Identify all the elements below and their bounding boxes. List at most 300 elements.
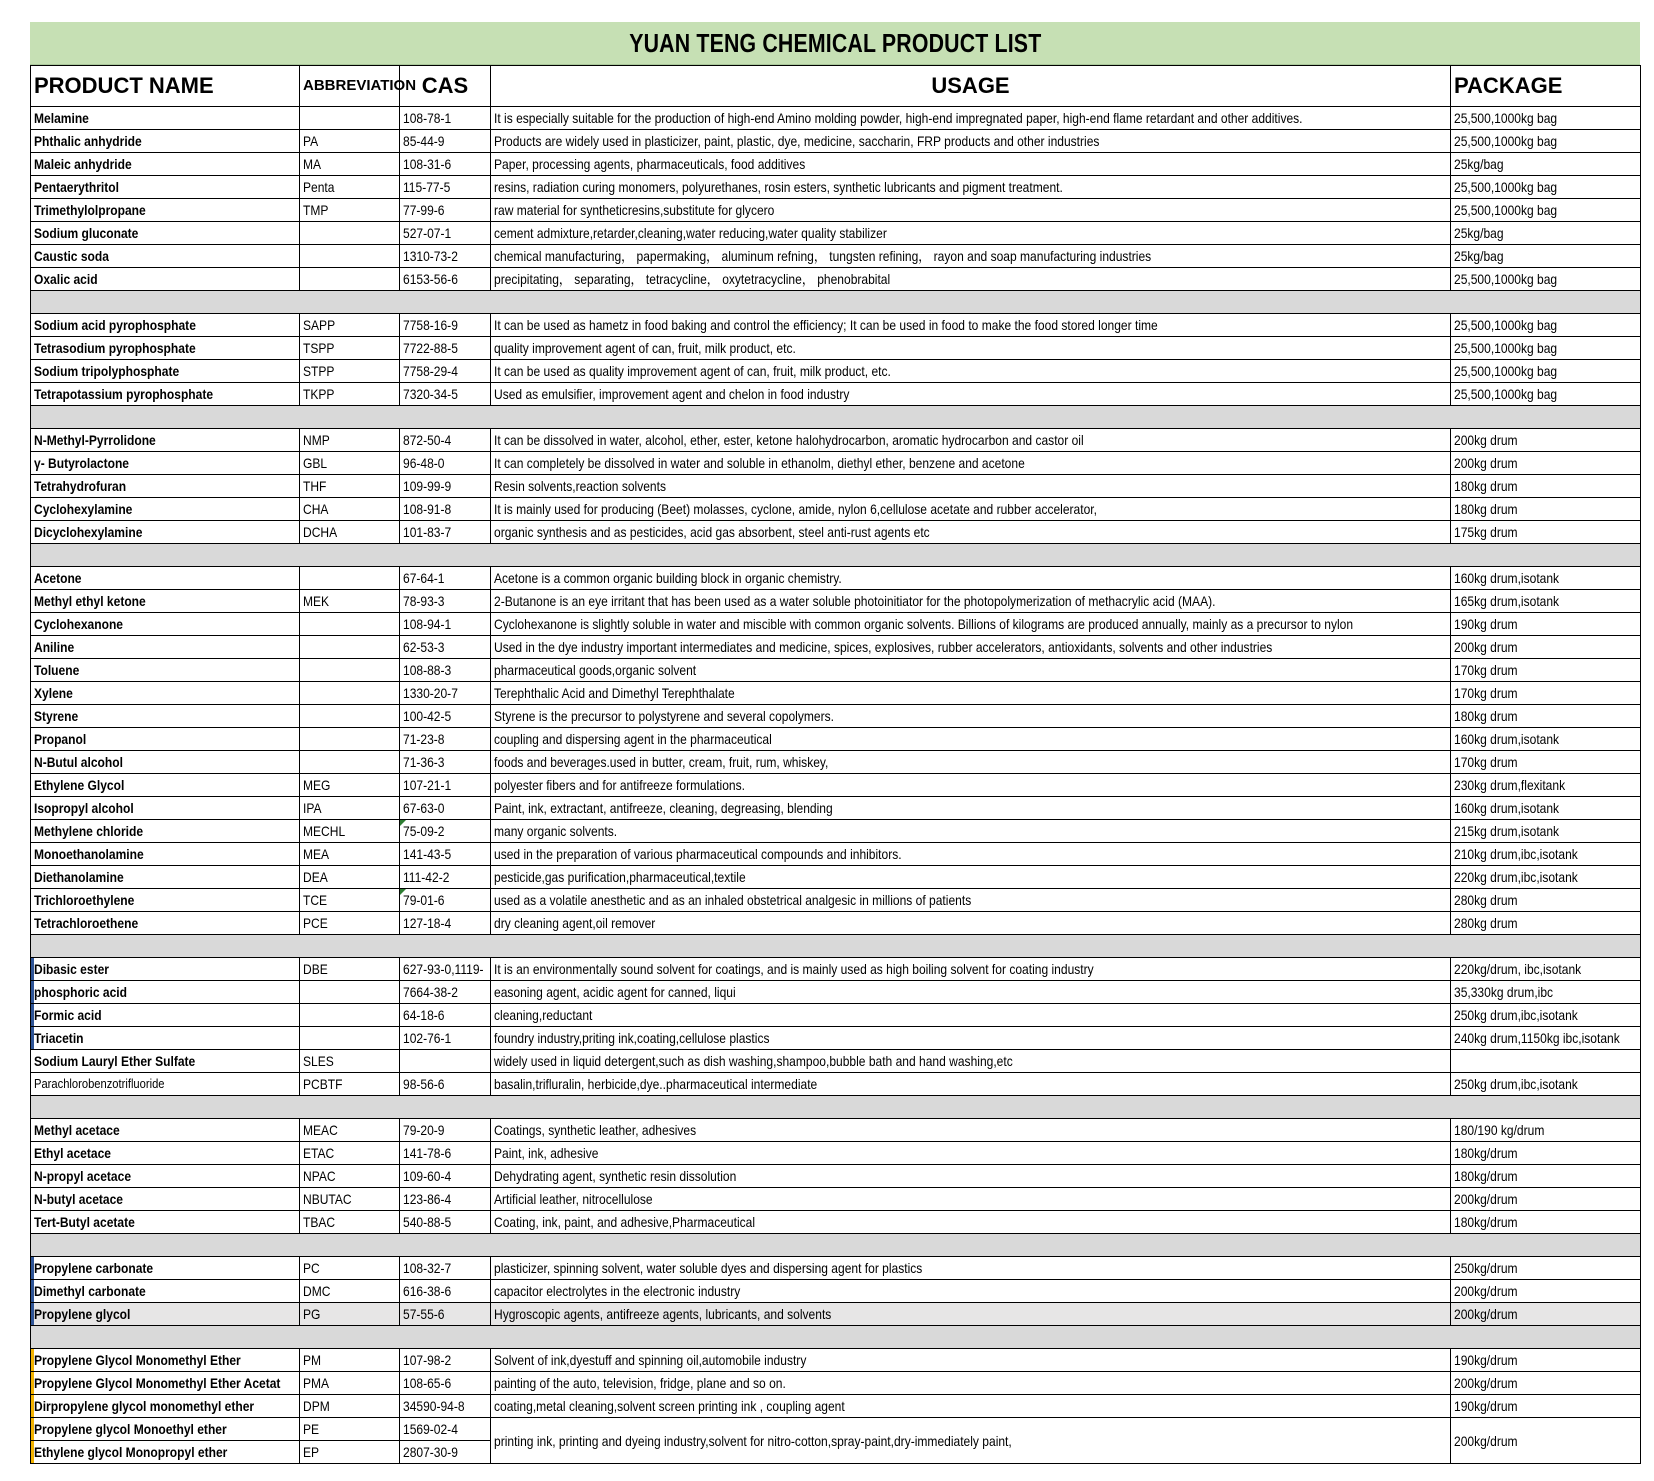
package-text: 200kg drum bbox=[1454, 639, 1518, 655]
usage-text: polyester fibers and for antifreeze formulations. bbox=[494, 777, 745, 793]
product-name-cell bbox=[31, 222, 300, 245]
cas-cell bbox=[400, 452, 491, 475]
package-cell bbox=[1451, 1073, 1641, 1096]
cas-text: 98-56-6 bbox=[403, 1076, 445, 1092]
package-text: 25kg/bag bbox=[1454, 248, 1504, 264]
usage-cell bbox=[491, 521, 1451, 544]
section-separator-row bbox=[31, 291, 1641, 314]
abbreviation-text: IPA bbox=[303, 800, 322, 816]
cas-cell bbox=[400, 153, 491, 176]
abbreviation-text: EP bbox=[303, 1444, 320, 1460]
usage-cell bbox=[491, 958, 1451, 981]
package-cell bbox=[1451, 1119, 1641, 1142]
abbreviation-cell bbox=[300, 1188, 400, 1211]
product-name-text: Propylene Glycol Monomethyl Ether Acetat bbox=[34, 1375, 281, 1391]
cas-cell bbox=[400, 682, 491, 705]
product-name-text: Trichloroethylene bbox=[34, 892, 135, 908]
cas-cell bbox=[400, 889, 491, 912]
table-row bbox=[31, 820, 1641, 843]
product-name-text: Aniline bbox=[34, 639, 75, 655]
cas-text: 1330-20-7 bbox=[403, 685, 458, 701]
cas-text: 64-18-6 bbox=[403, 1007, 445, 1023]
table-row bbox=[31, 245, 1641, 268]
abbreviation-cell bbox=[300, 1119, 400, 1142]
usage-text: pesticide,gas purification,pharmaceutical,textile bbox=[494, 869, 746, 885]
cas-text: 77-99-6 bbox=[403, 202, 445, 218]
cas-text: 7320-34-5 bbox=[403, 386, 458, 402]
package-text: 25kg/bag bbox=[1454, 156, 1504, 172]
package-cell bbox=[1451, 1004, 1641, 1027]
cas-cell bbox=[400, 728, 491, 751]
table-row bbox=[31, 383, 1641, 406]
cas-text: 102-76-1 bbox=[403, 1030, 452, 1046]
separator-cell bbox=[31, 1234, 1641, 1257]
cas-text: 107-98-2 bbox=[403, 1352, 452, 1368]
abbreviation-cell bbox=[300, 705, 400, 728]
product-name-cell bbox=[31, 107, 300, 130]
product-name-text: Sodium acid pyrophosphate bbox=[34, 317, 196, 333]
product-name-cell bbox=[31, 268, 300, 291]
table-row bbox=[31, 1165, 1641, 1188]
cas-text: 67-64-1 bbox=[403, 570, 445, 586]
cas-cell bbox=[400, 1372, 491, 1395]
product-name-cell bbox=[31, 1119, 300, 1142]
package-text: 25,500,1000kg bag bbox=[1454, 386, 1558, 402]
product-name-text: Phthalic anhydride bbox=[34, 133, 142, 149]
usage-text: Resin solvents,reaction solvents bbox=[494, 478, 666, 494]
product-name-text: Sodium Lauryl Ether Sulfate bbox=[34, 1053, 196, 1069]
usage-text: Paint, ink, adhesive bbox=[494, 1145, 599, 1161]
table-row bbox=[31, 1349, 1641, 1372]
abbreviation-text: MEA bbox=[303, 846, 330, 862]
table-row bbox=[31, 429, 1641, 452]
product-name-text: Maleic anhydride bbox=[34, 156, 132, 172]
separator-cell bbox=[31, 406, 1641, 429]
package-cell bbox=[1451, 1165, 1641, 1188]
abbreviation-text: NMP bbox=[303, 432, 330, 448]
cas-text: 109-99-9 bbox=[403, 478, 452, 494]
product-table bbox=[30, 65, 1641, 1464]
cas-cell bbox=[400, 521, 491, 544]
package-cell bbox=[1451, 958, 1641, 981]
table-row bbox=[31, 958, 1641, 981]
package-text: 210kg drum,ibc,isotank bbox=[1454, 846, 1578, 862]
usage-text: Paint, ink, extractant, antifreeze, cleaning, degreasing, blending bbox=[494, 800, 833, 816]
abbreviation-text: DMC bbox=[303, 1283, 331, 1299]
usage-cell bbox=[491, 475, 1451, 498]
table-row bbox=[31, 1027, 1641, 1050]
abbreviation-cell bbox=[300, 222, 400, 245]
cas-text: 7664-38-2 bbox=[403, 984, 458, 1000]
usage-text: dry cleaning agent,oil remover bbox=[494, 915, 656, 931]
package-cell bbox=[1451, 337, 1641, 360]
table-row bbox=[31, 1280, 1641, 1303]
separator-cell bbox=[31, 1326, 1641, 1349]
product-name-cell bbox=[31, 153, 300, 176]
product-name-cell bbox=[31, 475, 300, 498]
cas-text: 141-43-5 bbox=[403, 846, 452, 862]
product-name-text: Cyclohexanone bbox=[34, 616, 123, 632]
cas-cell bbox=[400, 1165, 491, 1188]
table-row bbox=[31, 153, 1641, 176]
package-cell bbox=[1451, 1211, 1641, 1234]
product-name-cell bbox=[31, 728, 300, 751]
abbreviation-text: NBUTAC bbox=[303, 1191, 352, 1207]
usage-cell bbox=[491, 153, 1451, 176]
product-name-cell bbox=[31, 337, 300, 360]
abbreviation-cell bbox=[300, 1372, 400, 1395]
cas-text: 108-31-6 bbox=[403, 156, 452, 172]
abbreviation-cell bbox=[300, 659, 400, 682]
usage-cell bbox=[491, 1257, 1451, 1280]
cas-text: 108-88-3 bbox=[403, 662, 452, 678]
usage-text: easoning agent, acidic agent for canned, liqui bbox=[494, 984, 736, 1000]
cas-cell bbox=[400, 1119, 491, 1142]
product-name-cell bbox=[31, 199, 300, 222]
abbreviation-cell bbox=[300, 1050, 400, 1073]
cas-text: 2807-30-9 bbox=[403, 1444, 458, 1460]
cas-cell bbox=[400, 1004, 491, 1027]
usage-text: plasticizer, spinning solvent, water soluble dyes and dispersing agent for plastics bbox=[494, 1260, 923, 1276]
cas-text: 75-09-2 bbox=[403, 823, 445, 839]
product-name-text: Tetrasodium pyrophosphate bbox=[34, 340, 196, 356]
product-name-text: Ethylene glycol Monopropyl ether bbox=[34, 1444, 228, 1460]
package-text: 200kg/drum bbox=[1454, 1432, 1518, 1449]
package-cell bbox=[1451, 1372, 1641, 1395]
usage-text: It is mainly used for producing (Beet) molasses, cyclone, amide, nylon 6,cellulose acetate and rubber accelerator, bbox=[494, 501, 1097, 517]
cas-text: 79-01-6 bbox=[403, 892, 445, 908]
package-cell bbox=[1451, 452, 1641, 475]
product-name-cell bbox=[31, 429, 300, 452]
cas-cell bbox=[400, 659, 491, 682]
package-text: 200kg/drum bbox=[1454, 1283, 1518, 1299]
abbreviation-cell bbox=[300, 1004, 400, 1027]
cas-text: 34590-94-8 bbox=[403, 1398, 465, 1414]
abbreviation-text: GBL bbox=[303, 455, 328, 471]
package-text: 250kg drum,ibc,isotank bbox=[1454, 1007, 1578, 1023]
abbreviation-text: TMP bbox=[303, 202, 329, 218]
table-row bbox=[31, 199, 1641, 222]
cas-cell bbox=[400, 1395, 491, 1418]
header-cas: CAS bbox=[400, 66, 491, 107]
usage-cell bbox=[491, 866, 1451, 889]
abbreviation-cell bbox=[300, 774, 400, 797]
cas-cell bbox=[400, 314, 491, 337]
abbreviation-text: PM bbox=[303, 1352, 322, 1368]
cas-cell bbox=[400, 268, 491, 291]
table-row bbox=[31, 1050, 1641, 1073]
package-text: 190kg/drum bbox=[1454, 1352, 1518, 1368]
package-text: 25,500,1000kg bag bbox=[1454, 133, 1558, 149]
abbreviation-cell bbox=[300, 1165, 400, 1188]
cas-text: 96-48-0 bbox=[403, 455, 445, 471]
package-cell bbox=[1451, 751, 1641, 774]
cas-text: 108-78-1 bbox=[403, 110, 452, 126]
product-name-cell bbox=[31, 820, 300, 843]
usage-cell bbox=[491, 843, 1451, 866]
abbreviation-text: THF bbox=[303, 478, 327, 494]
table-row bbox=[31, 797, 1641, 820]
usage-text: printing ink, printing and dyeing industry,solvent for nitro-cotton,spray-paint,dry-immediately paint, bbox=[494, 1432, 1012, 1449]
package-text: 280kg drum bbox=[1454, 915, 1518, 931]
table-row bbox=[31, 751, 1641, 774]
cas-cell bbox=[400, 498, 491, 521]
table-row bbox=[31, 843, 1641, 866]
cas-text: 1569-02-4 bbox=[403, 1421, 458, 1437]
usage-text: Acetone is a common organic building block in organic chemistry. bbox=[494, 570, 842, 586]
abbreviation-cell bbox=[300, 521, 400, 544]
cas-cell bbox=[400, 797, 491, 820]
product-name-cell bbox=[31, 245, 300, 268]
usage-cell bbox=[491, 314, 1451, 337]
table-row bbox=[31, 1211, 1641, 1234]
usage-cell bbox=[491, 1050, 1451, 1073]
package-text: 170kg drum bbox=[1454, 685, 1518, 701]
usage-text: It can be dissolved in water, alcohol, ether, ester, ketone halohydrocarbon, aromatic hydrocarbon and castor oil bbox=[494, 432, 1084, 448]
table-row bbox=[31, 498, 1641, 521]
usage-text: Cyclohexanone is slightly soluble in water and miscible with common organic solvents. Billions of kilograms are produced annually, mainly as a precursor to nylon bbox=[494, 616, 1354, 632]
product-name-text: Formic acid bbox=[34, 1007, 102, 1023]
abbreviation-text: MEG bbox=[303, 777, 331, 793]
abbreviation-text: MEAC bbox=[303, 1122, 338, 1138]
usage-text: capacitor electrolytes in the electronic industry bbox=[494, 1283, 741, 1299]
package-cell bbox=[1451, 521, 1641, 544]
cas-text: 107-21-1 bbox=[403, 777, 452, 793]
product-name-text: N-Butul alcohol bbox=[34, 754, 123, 770]
product-name-cell bbox=[31, 889, 300, 912]
cas-cell bbox=[400, 475, 491, 498]
cas-cell bbox=[400, 636, 491, 659]
abbreviation-text: MECHL bbox=[303, 823, 346, 839]
cas-cell bbox=[400, 360, 491, 383]
cas-text: 67-63-0 bbox=[403, 800, 445, 816]
table-row bbox=[31, 705, 1641, 728]
product-name-text: Cyclohexylamine bbox=[34, 501, 133, 517]
cas-cell bbox=[400, 1280, 491, 1303]
abbreviation-cell bbox=[300, 337, 400, 360]
package-cell bbox=[1451, 728, 1641, 751]
cas-cell bbox=[400, 1418, 491, 1441]
package-text: 25,500,1000kg bag bbox=[1454, 271, 1558, 287]
package-text: 25kg/bag bbox=[1454, 225, 1504, 241]
product-name-text: Melamine bbox=[34, 110, 89, 126]
product-name-cell bbox=[31, 590, 300, 613]
product-name-text: Pentaerythritol bbox=[34, 179, 119, 195]
package-cell bbox=[1451, 1027, 1641, 1050]
usage-text: 2-Butanone is an eye irritant that has been used as a water soluble photoinitiator for the photopolymerization of methacrylic acid (MAA). bbox=[494, 593, 1216, 609]
usage-text: Dehydrating agent, synthetic resin dissolution bbox=[494, 1168, 737, 1184]
usage-text: Products are widely used in plasticizer, paint, plastic, dye, medicine, saccharin, FRP products and other industries bbox=[494, 133, 1100, 149]
usage-text: painting of the auto, television, fridge, plane and so on. bbox=[494, 1375, 786, 1391]
table-row bbox=[31, 728, 1641, 751]
section-separator-row bbox=[31, 1326, 1641, 1349]
product-name-cell bbox=[31, 1211, 300, 1234]
abbreviation-text: PE bbox=[303, 1421, 320, 1437]
abbreviation-cell bbox=[300, 199, 400, 222]
abbreviation-text: TSPP bbox=[303, 340, 335, 356]
product-name-cell bbox=[31, 636, 300, 659]
product-name-cell bbox=[31, 1395, 300, 1418]
product-name-text: Methyl ethyl ketone bbox=[34, 593, 146, 609]
product-name-cell bbox=[31, 1280, 300, 1303]
package-cell bbox=[1451, 889, 1641, 912]
table-row bbox=[31, 774, 1641, 797]
product-name-cell bbox=[31, 682, 300, 705]
usage-text: raw material for syntheticresins,substitute for glycero bbox=[494, 202, 775, 218]
product-name-cell bbox=[31, 176, 300, 199]
product-name-cell bbox=[31, 130, 300, 153]
package-cell bbox=[1451, 475, 1641, 498]
cas-text: 79-20-9 bbox=[403, 1122, 445, 1138]
abbreviation-cell bbox=[300, 1280, 400, 1303]
package-text: 35,330kg drum,ibc bbox=[1454, 984, 1554, 1000]
cas-cell bbox=[400, 429, 491, 452]
package-text: 180kg drum bbox=[1454, 708, 1518, 724]
abbreviation-cell bbox=[300, 889, 400, 912]
product-name-cell bbox=[31, 1027, 300, 1050]
package-cell bbox=[1451, 153, 1641, 176]
usage-text: Solvent of ink,dyestuff and spinning oil,automobile industry bbox=[494, 1352, 807, 1368]
usage-cell bbox=[491, 1073, 1451, 1096]
usage-text: Terephthalic Acid and Dimethyl Terephthalate bbox=[494, 685, 735, 701]
product-name-cell bbox=[31, 498, 300, 521]
abbreviation-text: PCE bbox=[303, 915, 328, 931]
package-cell bbox=[1451, 797, 1641, 820]
spreadsheet bbox=[30, 22, 1640, 1464]
cas-cell bbox=[400, 1257, 491, 1280]
abbreviation-cell bbox=[300, 797, 400, 820]
usage-text: It can be used as hametz in food baking and control the efficiency; It can be used in food to make the food stored longer time bbox=[494, 317, 1158, 333]
usage-cell bbox=[491, 751, 1451, 774]
usage-text: resins, radiation curing monomers, polyurethanes, rosin esters, synthetic lubricants and pigment treatment. bbox=[494, 179, 1063, 195]
product-name-text: γ- Butyrolactone bbox=[34, 455, 130, 471]
table-row bbox=[31, 912, 1641, 935]
usage-cell bbox=[491, 452, 1451, 475]
usage-text: basalin,trifluralin, herbicide,dye..pharmaceutical intermediate bbox=[494, 1076, 818, 1092]
usage-cell bbox=[491, 360, 1451, 383]
product-name-text: Ethylene Glycol bbox=[34, 777, 125, 793]
usage-text: It can completely be dissolved in water and soluble in ethanolm, diethyl ether, benzene and acetone bbox=[494, 455, 1025, 471]
cas-text: 101-83-7 bbox=[403, 524, 452, 540]
abbreviation-text: SAPP bbox=[303, 317, 336, 333]
cas-cell bbox=[400, 245, 491, 268]
product-name-text: Xylene bbox=[34, 685, 73, 701]
abbreviation-cell bbox=[300, 383, 400, 406]
product-name-cell bbox=[31, 705, 300, 728]
usage-text: It is an environmentally sound solvent for coatings, and is mainly used as high boiling solvent for coating industry bbox=[494, 961, 1094, 977]
abbreviation-cell bbox=[300, 1257, 400, 1280]
package-cell bbox=[1451, 866, 1641, 889]
abbreviation-cell bbox=[300, 636, 400, 659]
package-text: 180kg/drum bbox=[1454, 1214, 1518, 1230]
table-row bbox=[31, 176, 1641, 199]
abbreviation-text: MEK bbox=[303, 593, 330, 609]
product-name-text: Propylene glycol Monoethyl ether bbox=[34, 1421, 227, 1437]
product-name-text: Propylene carbonate bbox=[34, 1260, 154, 1276]
package-text: 170kg drum bbox=[1454, 662, 1518, 678]
product-name-text: Diethanolamine bbox=[34, 869, 124, 885]
usage-text: Hygroscopic agents, antifreeze agents, lubricants, and solvents bbox=[494, 1306, 832, 1322]
header-product-name: PRODUCT NAME bbox=[31, 66, 300, 107]
product-name-text: Sodium gluconate bbox=[34, 225, 139, 241]
product-name-cell bbox=[31, 567, 300, 590]
cas-text: 540-88-5 bbox=[403, 1214, 452, 1230]
product-name-text: Acetone bbox=[34, 570, 82, 586]
abbreviation-text: PCBTF bbox=[303, 1076, 343, 1092]
page-title: YUAN TENG CHEMICAL PRODUCT LIST bbox=[628, 27, 1042, 58]
abbreviation-cell bbox=[300, 475, 400, 498]
abbreviation-cell bbox=[300, 176, 400, 199]
usage-cell bbox=[491, 383, 1451, 406]
abbreviation-cell bbox=[300, 1211, 400, 1234]
cas-text: 100-42-5 bbox=[403, 708, 452, 724]
package-text: 230kg drum,flexitank bbox=[1454, 777, 1566, 793]
table-row bbox=[31, 1188, 1641, 1211]
package-cell bbox=[1451, 774, 1641, 797]
product-name-cell bbox=[31, 797, 300, 820]
usage-cell bbox=[491, 1004, 1451, 1027]
table-row bbox=[31, 659, 1641, 682]
package-cell bbox=[1451, 383, 1641, 406]
table-row bbox=[31, 1257, 1641, 1280]
cas-text: 141-78-6 bbox=[403, 1145, 452, 1161]
package-text: 180/190 kg/drum bbox=[1454, 1122, 1545, 1138]
usage-text: quality improvement agent of can, fruit, milk product, etc. bbox=[494, 340, 796, 356]
package-cell bbox=[1451, 1280, 1641, 1303]
package-cell bbox=[1451, 981, 1641, 1004]
product-name-cell bbox=[31, 1073, 300, 1096]
abbreviation-cell bbox=[300, 1349, 400, 1372]
section-separator-row bbox=[31, 544, 1641, 567]
package-text: 25,500,1000kg bag bbox=[1454, 317, 1558, 333]
package-text: 220kg/drum, ibc,isotank bbox=[1454, 961, 1582, 977]
cas-text: 6153-56-6 bbox=[403, 271, 458, 287]
product-name-cell bbox=[31, 1050, 300, 1073]
usage-text: It is especially suitable for the production of high-end Amino molding powder, high-end impregnated paper, high-end flame retardant and other additives. bbox=[494, 110, 1303, 126]
product-name-text: Propanol bbox=[34, 731, 87, 747]
product-name-text: phosphoric acid bbox=[34, 984, 127, 1000]
product-name-cell bbox=[31, 1349, 300, 1372]
abbreviation-cell bbox=[300, 981, 400, 1004]
package-text: 250kg drum,ibc,isotank bbox=[1454, 1076, 1578, 1092]
package-cell bbox=[1451, 222, 1641, 245]
table-row bbox=[31, 1372, 1641, 1395]
table-row bbox=[31, 889, 1641, 912]
package-cell bbox=[1451, 1349, 1641, 1372]
product-name-text: Dibasic ester bbox=[34, 961, 109, 977]
usage-cell bbox=[491, 268, 1451, 291]
cas-text: 872-50-4 bbox=[403, 432, 452, 448]
abbreviation-text: PA bbox=[303, 133, 319, 149]
usage-cell bbox=[491, 659, 1451, 682]
product-name-text: Methylene chloride bbox=[34, 823, 144, 839]
cas-text: 115-77-5 bbox=[403, 179, 451, 195]
usage-cell bbox=[491, 1027, 1451, 1050]
usage-cell bbox=[491, 728, 1451, 751]
product-name-text: Tetrachloroethene bbox=[34, 915, 139, 931]
header-usage: USAGE bbox=[491, 66, 1451, 107]
cas-cell bbox=[400, 1441, 491, 1464]
product-name-cell bbox=[31, 774, 300, 797]
usage-cell bbox=[491, 774, 1451, 797]
package-cell bbox=[1451, 199, 1641, 222]
package-cell bbox=[1451, 912, 1641, 935]
package-cell bbox=[1451, 1395, 1641, 1418]
product-name-cell bbox=[31, 1004, 300, 1027]
separator-cell bbox=[31, 544, 1641, 567]
package-text: 200kg/drum bbox=[1454, 1375, 1518, 1391]
cas-cell bbox=[400, 1349, 491, 1372]
